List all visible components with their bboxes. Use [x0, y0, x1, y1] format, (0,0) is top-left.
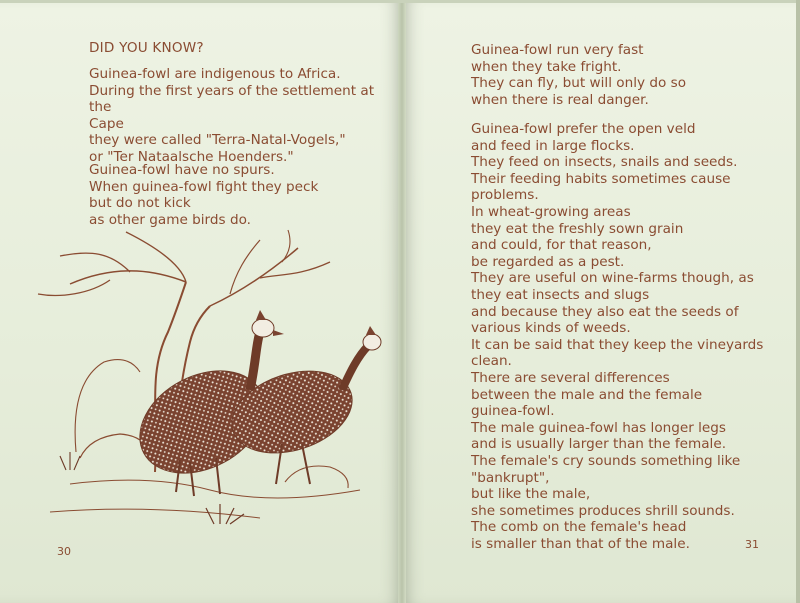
right-paragraph-1: Guinea-fowl run very fast when they take fright. They can fly, but will only do so when there is real danger.	[471, 42, 687, 108]
page-number-left: 30	[57, 545, 71, 558]
left-paragraph-2: Guinea-fowl have no spurs. When guinea-fowl fight they peck but do not kick as other game birds do.	[89, 162, 319, 228]
book-gutter	[398, 0, 406, 603]
right-paragraph-3: There are several differences between the male and the female guinea-fowl. The male guinea-fowl has longer legs and is usually larger than the female. The female's cry sounds something like "bankrupt", but like the male, she sometimes produces shrill sounds. The comb on the female's head is smaller than that of the male.	[471, 370, 741, 552]
page-number-right: 31	[745, 538, 759, 551]
page-heading: DID YOU KNOW?	[89, 40, 204, 56]
page-edge-right	[796, 0, 800, 603]
guinea-fowl-illustration-icon	[30, 222, 382, 540]
left-paragraph-1: Guinea-fowl are indigenous to Africa. During the first years of the settlement at the Cape they were called "Terra-Natal-Vogels," or "Ter Nataalsche Hoenders."	[89, 66, 375, 165]
page-edge-top	[0, 0, 800, 3]
right-paragraph-2: Guinea-fowl prefer the open veld and feed in large flocks. They feed on insects, snails and seeds. Their feeding habits sometimes cause problems. In wheat-growing areas they eat the freshly sown grain and could, for that reason, be regarded as a pest. They are useful on wine-farms though, as they eat insects and slugs and because they also eat the seeds of various kinds of weeds. It can be said that they keep the vineyards clean.	[471, 121, 764, 370]
